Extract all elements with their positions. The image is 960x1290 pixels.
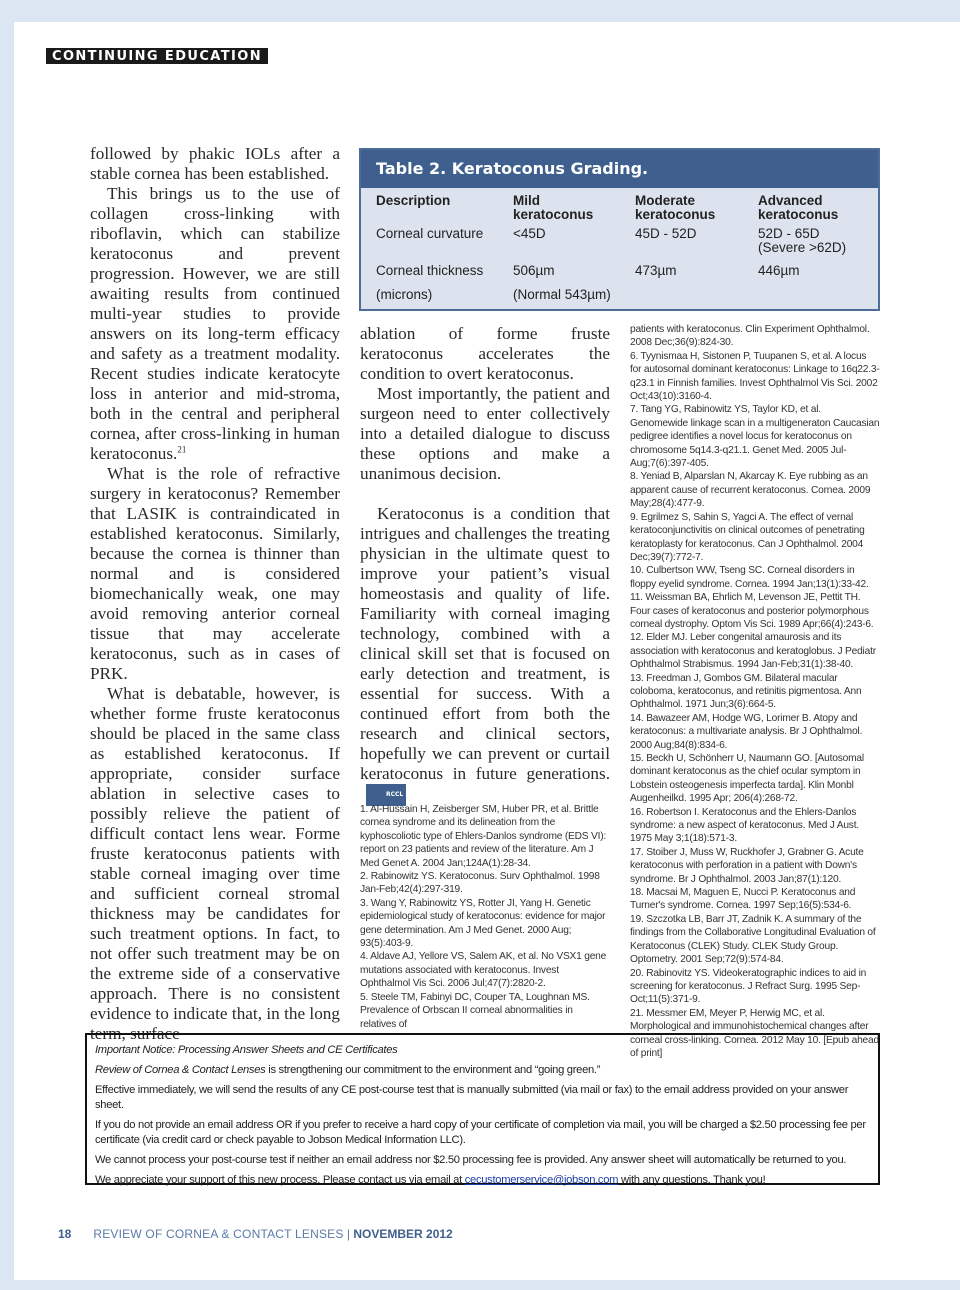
footer-separator: |: [343, 1227, 354, 1241]
table-cell: 45D - 52D: [635, 226, 697, 241]
table-cell: Corneal thickness: [376, 263, 484, 278]
reference-item: 15. Beckh U, Schönherr U, Naumann GO. [Autosomal dominant keratoconus as the chief ocular symptom in Lobstein osteogenesis imperfecta tarda]. Klin Monbl Augenheilkd. 1995 Apr; 206(4):268-72.: [630, 753, 864, 805]
end-of-article-logo: RCCL: [366, 784, 406, 806]
notice-line: If you do not provide an email address OR if you prefer to receive a hard copy of your certificate of completion via mail, you will be charged a $2.50 processing fee per certificate (via credit card or check payable to Jobson Medical Information LLC).: [95, 1119, 866, 1146]
table-cell: (Normal 543µm): [513, 287, 611, 302]
reference-item: 14. Bawazeer AM, Hodge WG, Lorimer B. Atopy and keratoconus: a multivariate analysis. Br J Ophthalmol. 2000 Aug;84(8):834-6.: [630, 712, 863, 751]
paragraph: ablation of forme fruste keratoconus accelerates the condition to overt keratoconus.: [360, 324, 610, 383]
paragraph: Keratoconus is a condition that intrigues and challenges the treating physician in the ultimate quest to improve your patient’s visual homeostasis and quality of life. Familiarity with corneal imaging technology, combined with a clinical skill set that is focused on early detection and treatment, is essential for success. With a continued effort from both the research and clinical sectors, hopefully we can prevent or curtail keratoconus in future generations.RCCL: [360, 504, 610, 806]
keratoconus-grading-table: [359, 148, 880, 311]
paragraph: What is debatable, however, is whether forme fruste keratoconus should be placed in the same class as established keratoconus. If appropriate, consider surface ablation in selective cases to possibly relieve the patient of difficult contact lens wear. Forme fruste keratoconus patients with stable corneal imaging over time and sufficient corneal stromal thickness may be candidates for such treatment options. In fact, to not offer such treatment may be on the extreme side of a conservative approach. There is no consistent evidence to indicate that, in the long term, surface: [90, 684, 340, 1043]
table-cell: Corneal curvature: [376, 226, 484, 241]
notice-line: Effective immediately, we will send the results of any CE post-course test that is manually submitted (via mail or fax) to the email address provided on your answer sheet.: [95, 1084, 849, 1111]
reference-item: 18. Macsai M, Maguen E, Nucci P. Keratoconus and Turner's syndrome. Cornea. 1997 Sep;16(5):534-6.: [630, 887, 856, 912]
reference-item: 5. Steele TM, Fabinyi DC, Couper TA, Loughnan MS. Prevalence of Orbscan II corneal abnormalities in relatives of: [360, 991, 590, 1030]
table-header: Advanced keratoconus: [758, 193, 839, 222]
page-footer: [58, 1227, 453, 1241]
reference-item: 6. Tyynismaa H, Sistonen P, Tuupanen S, et al. A locus for autosomal dominant keratoconus: Linkage to 16q22.3-q23.1 in Finnish families. Invest Ophthalmol Vis Sci. 2002 Oct;43(10):3160-4.: [630, 350, 880, 403]
notice-line: Review of Cornea & Contact Lenses is strengthening our commitment to the environment and “going green.”: [95, 1064, 601, 1076]
table-title: Table 2. Keratoconus Grading.: [361, 150, 878, 188]
body-column-1: [90, 144, 340, 1044]
paragraph: What is the role of refractive surgery in keratoconus? Remember that LASIK is contraindicated in established keratoconus. Similarly, because the cornea is thinner than normal and is considered biomechanically weak, one may avoid removing anterior corneal tissue that may accelerate keratoconus, such as in cases of PRK.: [90, 464, 340, 683]
reference-item: 2. Rabinowitz YS. Keratoconus. Surv Ophthalmol. 1998 Jan-Feb;42(4):297-319.: [360, 871, 600, 896]
table-header: Description: [376, 193, 451, 208]
issue-date: NOVEMBER 2012: [353, 1227, 453, 1241]
reference-item: 7. Tang YG, Rabinowitz YS, Taylor KD, et al. Genomewide linkage scan in a multigeneraton Caucasian pedigree identifies a novel locus for keratoconus on chromosome 5q14.3-q21.1. Genet Med. 2005 Jul-Aug;7(6):397-405.: [630, 404, 880, 470]
reference-item: 9. Egrilmez S, Sahin S, Yagci A. The effect of vernal keratoconjunctivitis on clinical outcomes of penetrating keratoplasty for keratoconus. Can J Ophthalmol. 2004 Dec;39(7):772-7.: [630, 511, 865, 563]
table-cell: <45D: [513, 226, 546, 241]
reference-item: patients with keratoconus. Clin Experiment Ophthalmol. 2008 Dec;36(9):824-30.: [630, 324, 870, 349]
table-cell: 52D - 65D (Severe >62D): [758, 226, 847, 255]
reference-item: 10. Culbertson WW, Tseng SC. Corneal disorders in floppy eyelid syndrome. Cornea. 1994 Jan;13(1):33-42.: [630, 565, 869, 590]
notice-line: We cannot process your post-course test if neither an email address nor $2.50 processing fee is provided. Any answer sheet will automatically be returned to you.: [95, 1154, 847, 1166]
email-link[interactable]: cecustomerservice@jobson.com: [464, 1174, 619, 1186]
table-cell: (microns): [376, 287, 433, 302]
reference-item: 1. Al-Hussain H, Zeisberger SM, Huber PR, et al. Brittle cornea syndrome and its delineation from the kyphoscoliotic type of Ehlers-Danlos syndrome (EDS VI): report on 23 patients and review of the literature. Am J Med Genet A. 2004 Jan;124A(1):28-34.: [360, 804, 607, 869]
reference-item: 19. Szczotka LB, Barr JT, Zadnik K. A summary of the findings from the Collaborative Longitudinal Evaluation of Keratoconus (CLEK) Study. CLEK Study Group. Optometry. 2001 Sep;72(9):574-84.: [630, 913, 876, 966]
reference-item: 12. Elder MJ. Leber congenital amaurosis and its association with keratoconus and keratoglobus. J Pediatr Ophthalmol Strabismus. 1994 Jan-Feb;31(1):38-40.: [630, 632, 876, 671]
notice-title: Important Notice: Processing Answer Sheets and CE Certificates: [95, 1044, 398, 1056]
paragraph: followed by phakic IOLs after a stable cornea has been established.: [90, 144, 340, 183]
reference-item: 17. Stoiber J, Muss W, Ruckhofer J, Grabner G. Acute keratoconus with perforation in a patient with Down's syndrome. Br J Ophthalmol. 2003 Jan;87(1):120.: [630, 846, 864, 885]
page-number: 18: [58, 1227, 72, 1241]
reference-item: 3. Wang Y, Rabinowitz YS, Rotter JI, Yang H. Genetic epidemiological study of keratoconus: evidence for major gene determination. Am J Med Genet. 2000 Aug; 93(5):403-9.: [360, 897, 606, 950]
reference-item: 13. Freedman J, Gombos GM. Bilateral macular coloboma, keratoconus, and retinitis pigmentosa. Ann Ophthalmol. 1971 Jun;3(6):664-5.: [630, 672, 862, 711]
body-column-2: [360, 324, 610, 806]
magazine-name: REVIEW OF CORNEA & CONTACT LENSES: [93, 1227, 344, 1241]
reference-item: 21. Messmer EM, Meyer P, Herwig MC, et al. Morphological and immunohistochemical changes after corneal cross-linking. Cornea. 2012 May 10. [Epub ahead of print]: [630, 1007, 879, 1059]
reference-item: 4. Aldave AJ, Yellore VS, Salem AK, et al. No VSX1 gene mutations associated with keratoconus. Invest Ophthalmol Vis Sci. 2006 Jul;47(7):2820-2.: [360, 951, 607, 990]
table-header: Mild keratoconus: [513, 193, 594, 222]
reference-item: 11. Weissman BA, Ehrlich M, Levenson JE, Pettit TH. Four cases of keratoconus and posterior polymorphous corneal dystrophy. Optom Vis Sci. 1989 Apr;66(4):243-6.: [630, 592, 874, 630]
table-cell: 473µm: [635, 263, 677, 278]
reference-item: 16. Robertson I. Keratoconus and the Ehlers-Danlos syndrome: a new aspect of keratoconus. Med J Aust. 1975 May 3;1(18):571-3.: [630, 806, 859, 845]
notice-line: We appreciate your support of this new process. Please contact us via email at cecustomerservice@jobson.com with any questions. Thank you!: [95, 1174, 766, 1186]
citation-sup: 21: [177, 444, 187, 455]
paragraph: Most importantly, the patient and surgeon need to enter collectively into a detailed dialogue to discuss these options and make a unanimous decision.: [360, 384, 610, 483]
references-list-a: [360, 803, 610, 1031]
section-banner: CONTINUING EDUCATION: [46, 48, 268, 64]
table-cell: 506µm: [513, 263, 555, 278]
table-header: Moderate keratoconus: [635, 193, 716, 222]
paragraph: This brings us to the use of collagen cross-linking with riboflavin, which can stabilize keratoconus and prevent progression. However, we are still awaiting results from continued multi-year studies to provide answers on its long-term efficacy and safety as a treatment modality. Recent studies indicate keratocyte loss in anterior and mid-stroma, both in the central and peripheral cornea, after cross-linking in human keratoconus.$^{21}$: [90, 184, 340, 463]
table-cell: 446µm: [758, 263, 800, 278]
important-notice-box: [85, 1033, 880, 1185]
reference-item: 8. Yeniad B, Alparslan N, Akarcay K. Eye rubbing as an apparent cause of recurrent keratoconus. Cornea. 2009 May;28(4):477-9.: [630, 471, 871, 510]
references-list-b: [630, 323, 880, 1060]
reference-item: 20. Rabinovitz YS. Videokeratographic indices to aid in screening for keratoconus. J Refract Surg. 1995 Sep-Oct;11(5):371-9.: [630, 967, 867, 1006]
